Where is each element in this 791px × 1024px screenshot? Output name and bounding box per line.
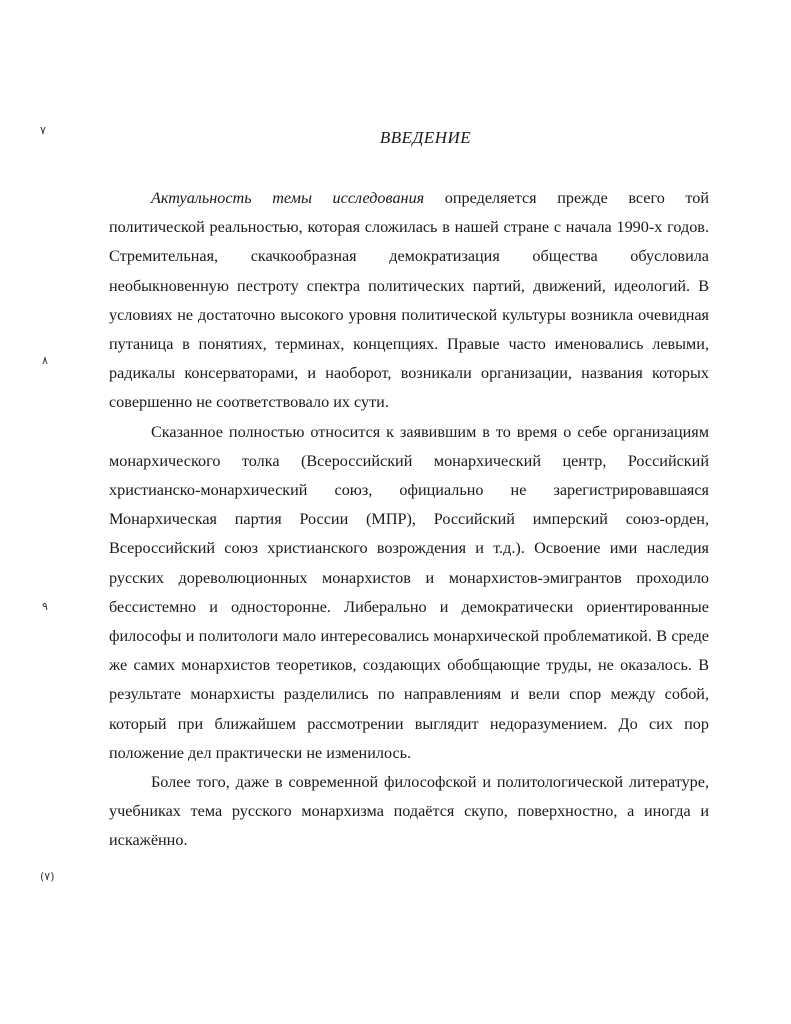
margin-mark-1: ٧ (40, 124, 46, 137)
paragraph-2-text: Сказанное полностью относится к заявившим в то время о себе организациям монархического толка (Всероссийский монархический центр, Российский христианско-монархический союз, официально не зарегистрировавшаяся Монархическая партия России (МПР), Российский имперский союз-орден, Всероссийский союз христианского возрождения и т.д.). Освоение ими наследия русских дореволюционных монархистов и монархистов-эмигрантов проходило бессистемно и односторонне. Либерально и демократически ориентированные философы и политологи мало интересовались монархической проблематикой. В среде же самих монархистов теоретиков, создающих обобщающие труды, не оказалось. В результате монархисты разделились по направлениям и вели спор между собой, который при ближайшем рассмотрении выглядит недоразумением. До сих пор положение дел практически не изменилось. (109, 422, 709, 762)
page-title: ВВЕДЕНИЕ (379, 128, 472, 147)
body-text (109, 184, 709, 856)
paragraph-3-text: Более того, даже в современной философской и политологической литературе, учебниках тема русского монархизма подаётся скупо, поверхностно, а иногда и искажённо. (109, 773, 709, 850)
paragraph-3 (109, 768, 709, 856)
margin-mark-3: ٩ (42, 600, 48, 613)
paragraph-1 (109, 184, 709, 418)
margin-mark-2: ٨ (42, 354, 48, 367)
margin-mark-4: (٧) (40, 870, 55, 883)
paragraph-1-text: определяется прежде всего той политической реальностью, которая сложилась в нашей стране с начала 1990-х годов. Стремительная, скачкообразная демократизация общества обусловила необыкновенную пестроту спектра политических партий, движений, идеологий. В условиях не достаточно высокого уровня политической культуры возникла очевидная путаница в понятиях, терминах, концепциях. Правые часто именовались левыми, радикалы консерваторами, и наоборот, возникали организации, названия которых совершенно не соответствовало их сути. (109, 189, 709, 412)
paragraph-1-lead: Актуальность темы исследования (151, 189, 425, 207)
paragraph-2 (109, 418, 709, 768)
